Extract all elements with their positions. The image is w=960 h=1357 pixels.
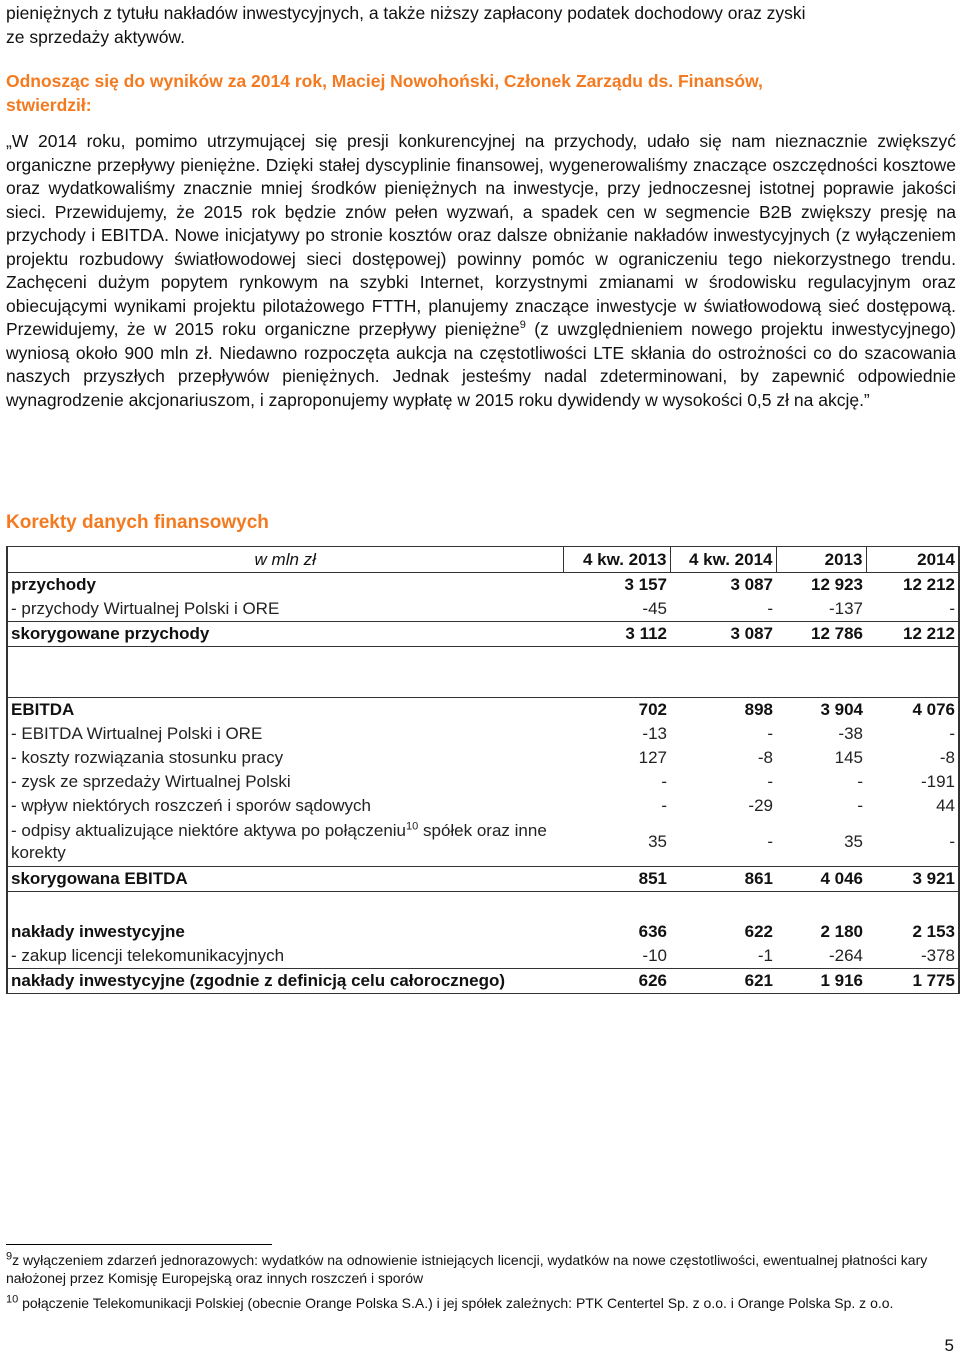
cell: 621 — [670, 969, 776, 994]
row-label-part-1: - odpisy aktualizujące niektóre aktywa po połączeniu — [11, 821, 407, 840]
cell: 3 904 — [776, 698, 866, 723]
cfo-quote — [6, 130, 956, 412]
row-label: EBITDA — [7, 698, 563, 723]
cell: -45 — [642, 599, 667, 618]
cell: 12 786 — [776, 622, 866, 647]
cell: - — [767, 772, 773, 791]
spacer-row — [7, 675, 959, 698]
cell: - — [767, 832, 773, 851]
footnote-10 — [6, 1294, 956, 1312]
table-row — [7, 944, 959, 969]
cell: 4 046 — [776, 867, 866, 892]
cell: -264 — [828, 946, 863, 965]
table-row — [7, 698, 959, 723]
table-row — [7, 573, 959, 598]
quote-intro — [6, 70, 956, 117]
cell: 145 — [834, 748, 863, 767]
row-label: - wpływ niektórych roszczeń i sporów sądowych — [11, 796, 371, 815]
cell: 1 775 — [866, 969, 959, 994]
cell: 851 — [563, 867, 670, 892]
cell: -38 — [838, 724, 863, 743]
cell: 702 — [563, 698, 670, 723]
cell: - — [949, 599, 955, 618]
footnote-ref-9: 9 — [519, 319, 526, 332]
spacer-row — [7, 647, 959, 676]
row-label: skorygowana EBITDA — [7, 867, 563, 892]
cell: 3 087 — [730, 575, 773, 594]
table-row — [7, 794, 959, 818]
table-row — [7, 597, 959, 622]
footnote-9-number: 9 — [6, 1250, 13, 1263]
cell: -1 — [757, 946, 773, 965]
row-label: - koszty rozwiązania stosunku pracy — [11, 748, 284, 767]
cell: - — [661, 772, 667, 791]
quote-text-part-2: (z uwzględnieniem nowego projektu inwestycyjnego) wyniosą około 900 mln zł. Niedawno rozpoczęta aukcja na częstotliwości LTE skłania do ostrożności co do szacowania naszych przyszłych przepływów pieniężnych. Jednak jesteśmy nadal zdeterminowani, by zapewnić odpowiednie wynagrodzenie akcjonariuszom, i zaproponujemy wypłatę w 2015 roku dywidendy w wysokości 0,5 zł na akcję.” — [6, 319, 956, 410]
table-row — [7, 746, 959, 770]
cell: -378 — [920, 946, 955, 965]
cell: 12 923 — [811, 575, 863, 594]
row-label-part-2: spółek oraz inne korekty — [11, 821, 547, 862]
cell: 3 157 — [624, 575, 667, 594]
table-row — [7, 622, 959, 647]
row-label: nakłady inwestycyjne (zgodnie z definicją celu całorocznego) — [7, 969, 563, 994]
spacer-row — [7, 892, 959, 921]
row-label: - zakup licencji telekomunikacyjnych — [11, 946, 285, 965]
footnote-10-text: połączenie Telekomunikacji Polskiej (obecnie Orange Polska S.A.) i jej spółek zależnych: PTK Centertel Sp. z o.o. i Orange Polska Sp. z o.o. — [18, 1295, 894, 1311]
lead-paragraph — [6, 2, 956, 49]
row-label: skorygowane przychody — [7, 622, 563, 647]
cell: -8 — [757, 748, 773, 767]
table-row — [7, 920, 959, 944]
lead-line-2: ze sprzedaży aktywów. — [6, 26, 185, 47]
cell: - — [857, 796, 863, 815]
page-number: 5 — [944, 1336, 954, 1355]
cell: 898 — [670, 698, 776, 723]
row-label: - EBITDA Wirtualnej Polski i ORE — [11, 724, 263, 743]
cell: 622 — [744, 922, 773, 941]
table-row — [7, 818, 959, 867]
footnote-ref-10: 10 — [406, 820, 419, 833]
cell: -191 — [920, 772, 955, 791]
lead-line-1: pieniężnych z tytułu nakładów inwestycyjnych, a także niższy zapłacony podatek dochodowy oraz zyski — [6, 3, 806, 23]
cell: - — [949, 832, 955, 851]
table-row — [7, 770, 959, 794]
table-row — [7, 722, 959, 746]
row-label: przychody — [11, 575, 97, 594]
cell: 44 — [936, 796, 955, 815]
quote-intro-line-2: stwierdził: — [6, 94, 92, 115]
footnote-10-number: 10 — [6, 1293, 19, 1306]
cell: - — [949, 724, 955, 743]
cell: 3 921 — [866, 867, 959, 892]
cell: 12 212 — [866, 622, 959, 647]
cell: -8 — [939, 748, 955, 767]
col-header: 4 kw. 2014 — [670, 547, 776, 573]
table-header-row — [7, 547, 959, 573]
col-header: 2014 — [866, 547, 959, 573]
cell: 4 076 — [866, 698, 959, 723]
cell: 127 — [638, 748, 667, 767]
cell: 35 — [648, 832, 667, 851]
row-label — [7, 818, 563, 867]
footnote-divider — [6, 1244, 272, 1245]
cell: 3 112 — [563, 622, 670, 647]
cell: - — [661, 796, 667, 815]
quote-text-part-1: „W 2014 roku, pomimo utrzymującej się presji konkurencyjnej na przychody, udało się nam nieznacznie zwiększyć organiczne przepływy pieniężne. Dzięki stałej dyscyplinie finansowej, wygenerowaliśmy znaczące oszczędności kosztowe oraz wydatkowaliśmy znacznie mniej środków pieniężnych na inwestycje, przy jednoczesnej istotnej poprawie jakości sieci. Przewidujemy, że 2015 rok będzie znów pełen wyzwań, a spadek cen w segmencie B2B zwiększy presję na przychody i EBITDA. Nowe inicjatywy po stronie kosztów oraz dalsze obniżanie nakładów inwestycyjnych (z wyłączeniem projektu rozbudowy światłowodowej sieci dostępowej) powinny pomóc w ograniczeniu tego niekorzystnego trendu. Zachęceni dużym popytem rynkowym na szybki Internet, korzystnymi zmianami w środowisku regulacyjnym oraz obiecującymi wynikami projektu pilotażowego FTTH, planujemy znaczące inwestycje w światłowodową sieć dostępową. Przewidujemy, że w 2015 roku organiczne przepływy pieniężne — [6, 131, 956, 339]
cell: -29 — [748, 796, 773, 815]
footnote-9 — [6, 1251, 956, 1287]
cell: - — [857, 772, 863, 791]
table-row — [7, 969, 959, 994]
section-title: Korekty danych finansowych — [6, 512, 269, 533]
cell: 2 180 — [820, 922, 863, 941]
cell: -13 — [642, 724, 667, 743]
row-label: nakłady inwestycyjne — [11, 922, 185, 941]
col-header: 4 kw. 2013 — [563, 547, 670, 573]
cell: 636 — [638, 922, 667, 941]
table-row — [7, 867, 959, 892]
cell: 3 087 — [670, 622, 776, 647]
row-label: - przychody Wirtualnej Polski i ORE — [11, 599, 280, 618]
quote-intro-line-1: Odnosząc się do wyników za 2014 rok, Maciej Nowohoński, Członek Zarządu ds. Finansów, — [6, 71, 763, 91]
cell: -10 — [642, 946, 667, 965]
cell: - — [767, 599, 773, 618]
financial-adjustments-table — [6, 546, 960, 994]
cell: 2 153 — [912, 922, 955, 941]
footnote-9-text: z wyłączeniem zdarzeń jednorazowych: wydatków na odnowienie istniejących licencji, wydatków na nowe częstotliwości, ewentualnej płatności kary nałożonej przez Komisję Europejską oraz innych roszczeń i sporów — [6, 1252, 928, 1286]
cell: -137 — [828, 599, 863, 618]
unit-label: w mln zł — [7, 547, 563, 573]
cell: 1 916 — [776, 969, 866, 994]
cell: 35 — [844, 832, 863, 851]
col-header: 2013 — [776, 547, 866, 573]
cell: 861 — [670, 867, 776, 892]
row-label: - zysk ze sprzedaży Wirtualnej Polski — [11, 772, 291, 791]
cell: 12 212 — [903, 575, 955, 594]
cell: - — [767, 724, 773, 743]
cell: 626 — [563, 969, 670, 994]
